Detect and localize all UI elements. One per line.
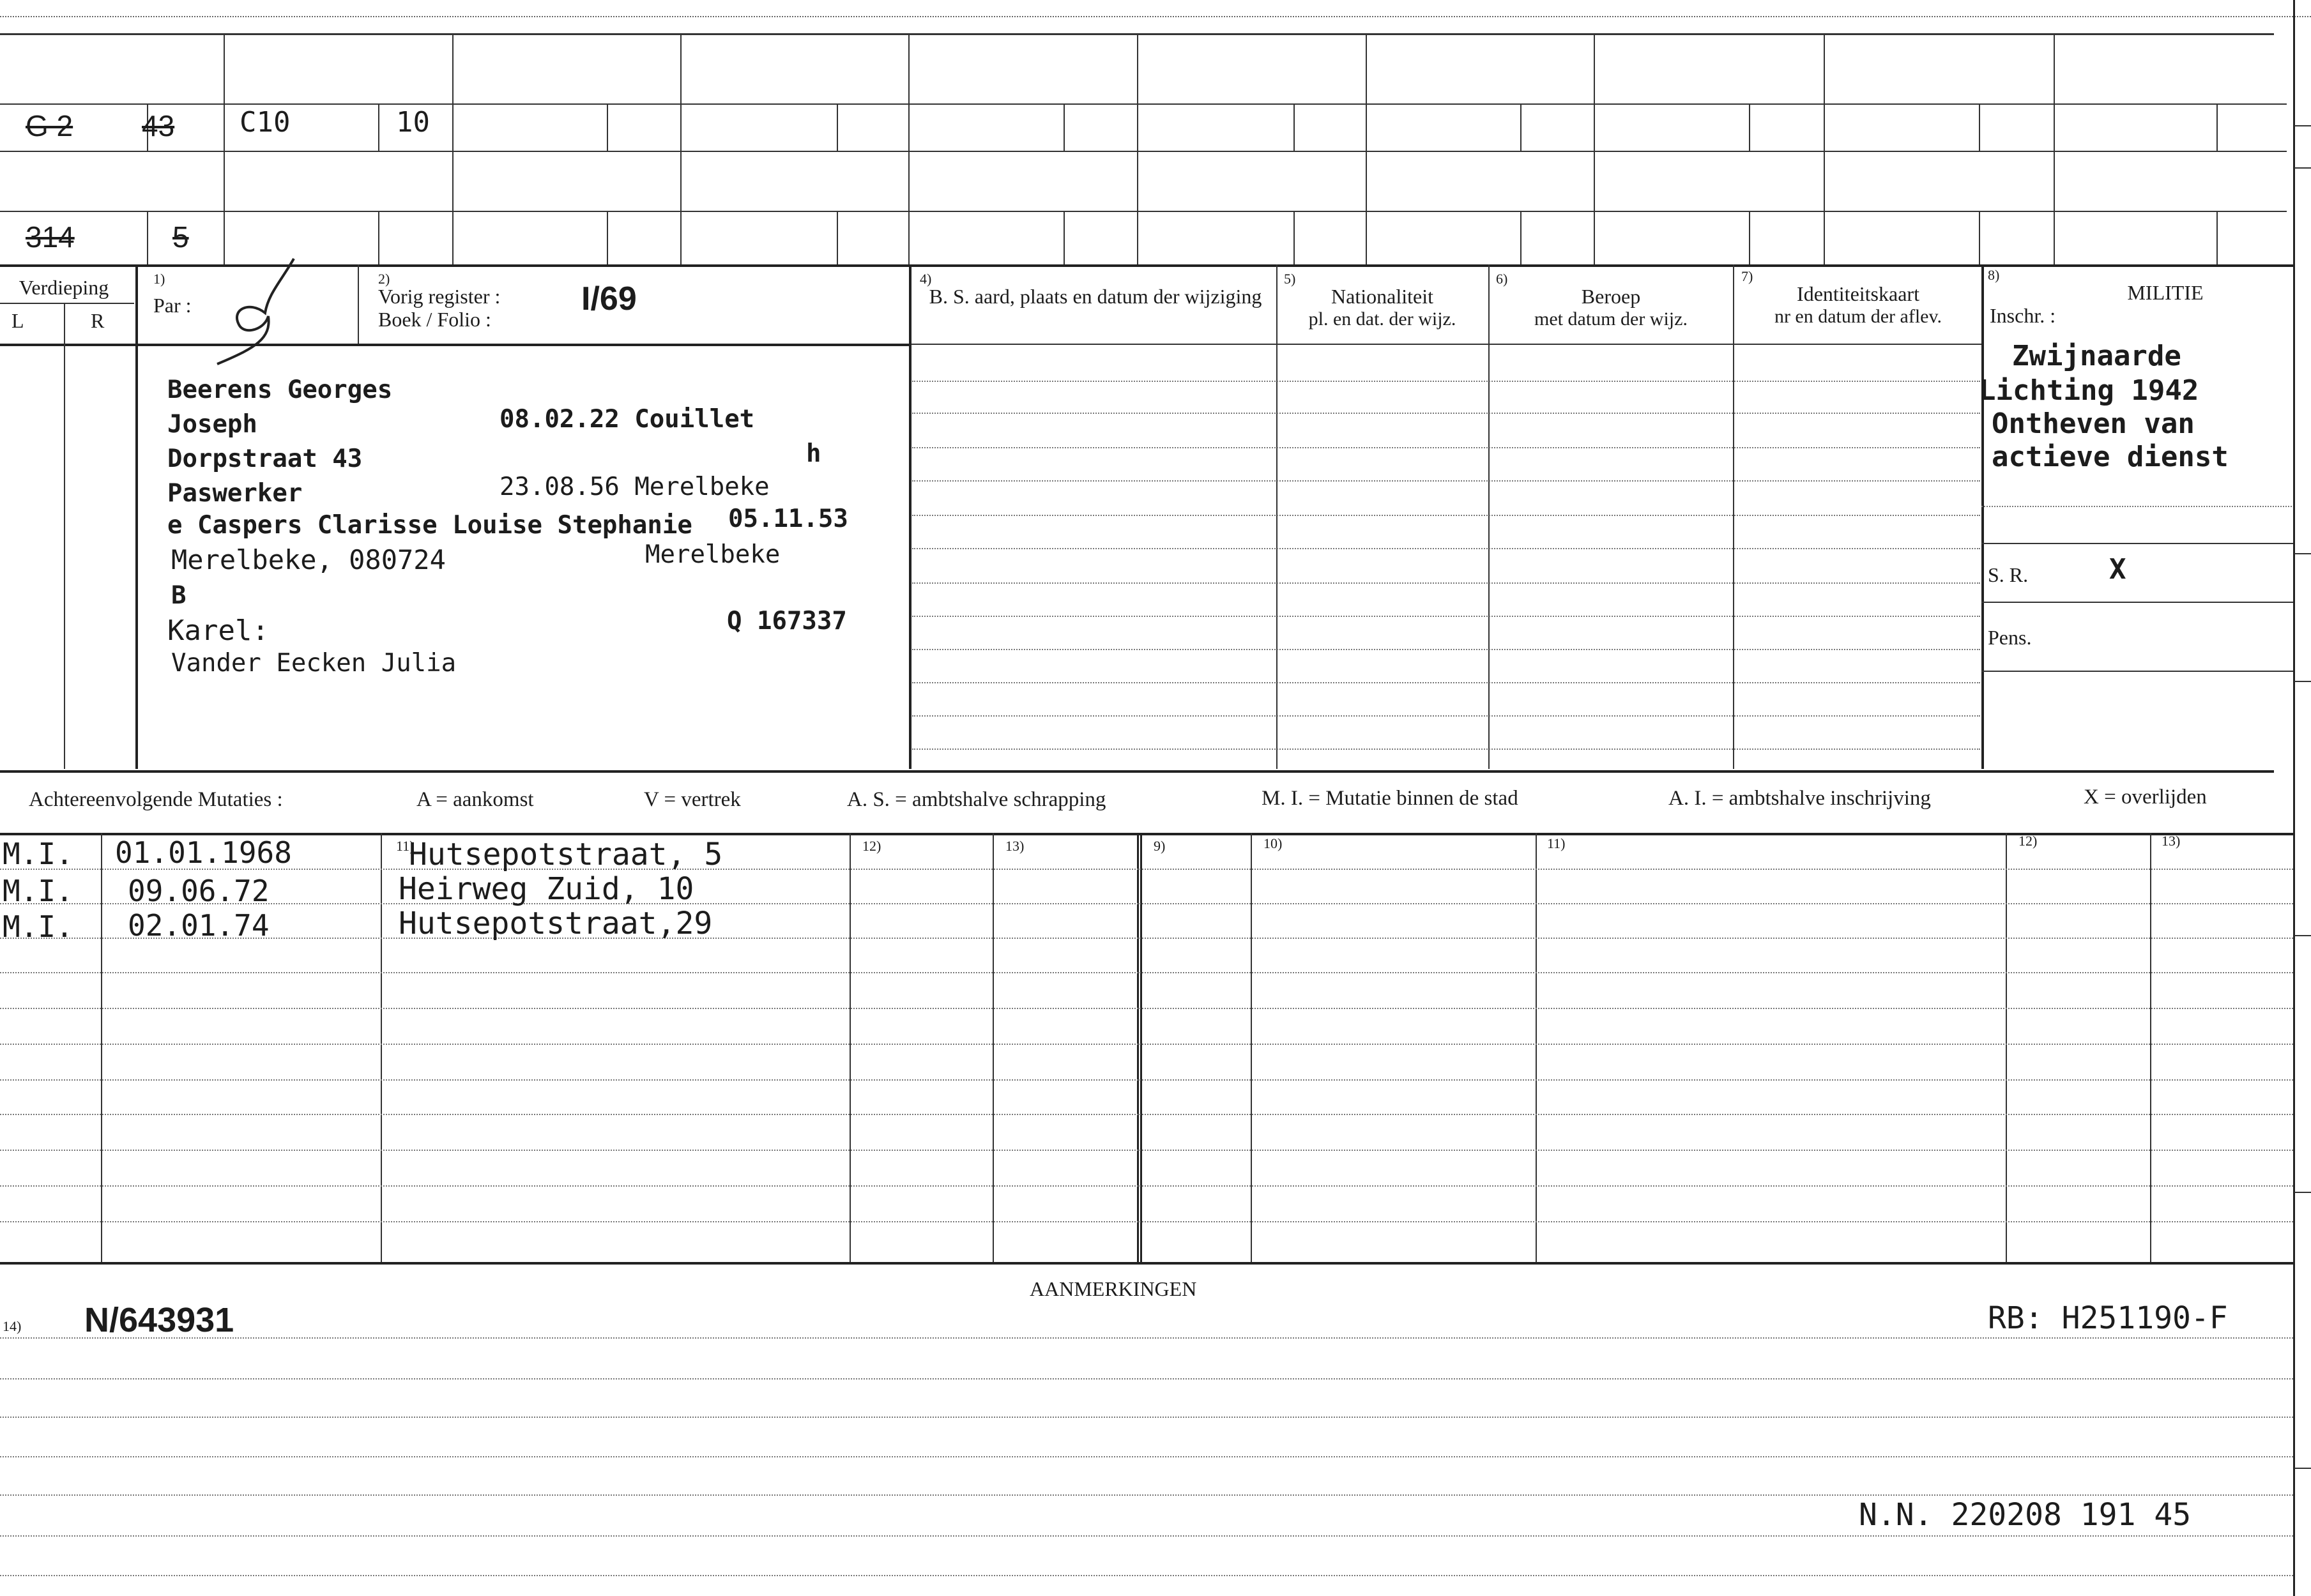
dotted-rule xyxy=(912,381,1980,382)
remarks-rule xyxy=(0,1575,2293,1576)
legend-v: V = vertrek xyxy=(644,788,741,811)
grid-sub-line xyxy=(1979,103,1980,151)
old-code-2b: 5 xyxy=(172,220,189,254)
grid-sub-line xyxy=(607,103,608,151)
person-name: Beerens Georges xyxy=(167,376,393,404)
mutation-date: 09.06.72 xyxy=(128,874,270,908)
mutation-type: M.I. xyxy=(3,909,73,944)
inschr-label: Inschr. : xyxy=(1990,304,2056,327)
old-code-1b: 43 xyxy=(142,109,175,142)
dotted-rule xyxy=(912,616,1980,617)
remarks-number: 14) xyxy=(3,1318,22,1334)
dotted-rule xyxy=(912,447,1980,448)
grid-sub-line xyxy=(1520,211,1522,264)
nn-number: N.N. 220208 191 45 xyxy=(1859,1497,2192,1533)
mut-col xyxy=(101,833,102,1262)
grid-sub-line xyxy=(1064,211,1065,264)
dotted-rule xyxy=(912,515,1980,516)
mut-col-12b: 12) xyxy=(2018,833,2038,849)
person-firstname: Joseph xyxy=(167,410,257,439)
mut-rule xyxy=(0,1150,2293,1151)
col1-number: 1) xyxy=(153,271,165,287)
remarks-rule xyxy=(0,1535,2293,1537)
dotted-rule xyxy=(912,548,1980,549)
mut-rule xyxy=(0,1008,2293,1009)
col5-title-b: pl. en dat. der wijz. xyxy=(1308,308,1456,330)
grid-sub-line xyxy=(1064,103,1065,151)
col4-number: 4) xyxy=(920,271,932,287)
remarks-rule xyxy=(0,1417,2293,1418)
grid-row-line xyxy=(0,103,2287,105)
col-divider xyxy=(1276,264,1278,769)
spouse-place-2: Merelbeke xyxy=(645,540,781,569)
legend-title: Achtereenvolgende Mutaties : xyxy=(29,788,283,811)
grid-col-line xyxy=(1824,34,1825,264)
remarks-rule xyxy=(0,1456,2293,1457)
pens-label: Pens. xyxy=(1988,626,2032,649)
dotted-rule xyxy=(912,649,1980,650)
code-10: 10 xyxy=(396,106,430,139)
mut-rule xyxy=(0,1079,2293,1081)
edge-tick xyxy=(2294,1468,2311,1469)
grid-col-line xyxy=(2054,34,2055,264)
mut-col-9: 9) xyxy=(1154,838,1166,854)
mut-rule xyxy=(0,1221,2293,1222)
grid-sub-line xyxy=(1749,211,1750,264)
grid-col-line xyxy=(1594,34,1595,264)
grid-col-line xyxy=(452,34,454,264)
grid-sub-line xyxy=(1520,103,1522,151)
dotted-rule xyxy=(912,749,1980,750)
person-father: Karel: xyxy=(167,614,269,647)
grid-sub-line xyxy=(1749,103,1750,151)
floor-divider xyxy=(64,303,65,769)
old-code-1: G 2 xyxy=(26,109,73,142)
mut-col-11b: 11) xyxy=(1547,835,1566,851)
mut-rule xyxy=(0,972,2293,973)
dotted-rule xyxy=(912,582,1980,584)
col2-number: 2) xyxy=(378,271,390,287)
grid-sub-line xyxy=(1293,103,1295,151)
grid-sub-line xyxy=(837,103,838,151)
floor-right: R xyxy=(91,309,105,332)
code-c10: C10 xyxy=(240,106,291,139)
right-edge xyxy=(2293,0,2295,1596)
grid-col-line xyxy=(908,34,910,264)
mut-rule xyxy=(0,1044,2293,1045)
mutation-date: 01.01.1968 xyxy=(115,835,292,870)
mut-col xyxy=(2006,833,2007,1262)
militia-rule xyxy=(1981,506,2294,507)
col-divider xyxy=(1981,264,1984,769)
col-divider xyxy=(358,264,359,344)
mut-col xyxy=(2150,833,2151,1262)
person-spouse: e Caspers Clarisse Louise Stephanie xyxy=(167,511,692,540)
edge-tick xyxy=(2294,125,2311,126)
mut-col-12: 12) xyxy=(862,838,881,854)
col7-number: 7) xyxy=(1741,268,1753,284)
remarks-rule xyxy=(0,1494,2293,1496)
militia-rule xyxy=(1981,543,2294,544)
legend-top xyxy=(0,770,2274,773)
book-folio-label: Boek / Folio : xyxy=(378,308,491,331)
mutation-date: 02.01.74 xyxy=(128,908,270,943)
grid-col-line xyxy=(1137,34,1138,264)
col6-number: 6) xyxy=(1496,271,1508,287)
remarks-rule xyxy=(0,1337,2293,1339)
legend-as: A. S. = ambtshalve schrapping xyxy=(847,788,1106,811)
mutation-address: Hutsepotstraat,29 xyxy=(399,906,713,941)
person-line-b: B xyxy=(171,581,187,610)
col5-number: 5) xyxy=(1284,271,1296,287)
remarks-title: AANMERKINGEN xyxy=(1030,1277,1197,1300)
mut-col-11: 11) xyxy=(396,838,415,854)
prev-register-value: I/69 xyxy=(581,280,637,317)
dotted-rule xyxy=(912,715,1980,717)
grid-row-line xyxy=(0,211,2287,212)
header-divider xyxy=(0,303,134,304)
mutation-type: M.I. xyxy=(3,837,73,871)
person-id-number: Q 167337 xyxy=(727,607,847,635)
grid-sub-line xyxy=(607,211,608,264)
militia-rule xyxy=(1981,602,2294,603)
edge-tick xyxy=(2294,935,2311,936)
spouse-birthplace: Merelbeke, 080724 xyxy=(171,544,446,575)
edge-tick xyxy=(2294,167,2311,169)
mut-col xyxy=(850,833,851,1262)
col-divider xyxy=(1733,264,1734,769)
col-divider xyxy=(1488,264,1490,769)
col5-title-a: Nationaliteit xyxy=(1331,285,1433,308)
person-sex: h xyxy=(806,439,821,468)
edge-tick xyxy=(2294,681,2311,682)
militia-place: Zwijnaarde xyxy=(2012,340,2181,372)
grid-col-line xyxy=(1366,34,1367,264)
mutations-bottom xyxy=(0,1262,2293,1265)
col7-title-b: nr en datum der aflev. xyxy=(1774,306,1942,327)
col6-title-b: met datum der wijz. xyxy=(1534,308,1688,330)
person-profession: Paswerker xyxy=(167,479,303,508)
mut-col-double xyxy=(1137,833,1142,1262)
dotted-rule xyxy=(912,682,1980,683)
person-birth: 08.02.22 Couillet xyxy=(500,405,755,434)
mut-col xyxy=(993,833,994,1262)
handwritten-mark xyxy=(204,255,307,373)
dotted-rule xyxy=(912,480,1980,482)
col7-title-a: Identiteitskaart xyxy=(1797,282,1919,305)
grid-sub-line xyxy=(147,211,148,264)
legend-a: A = aankomst xyxy=(416,788,534,811)
militia-exempt: Ontheven van xyxy=(1992,407,2195,440)
militia-exempt-2: actieve dienst xyxy=(1992,441,2229,473)
mut-col-13: 13) xyxy=(1005,838,1025,854)
person-address: Dorpstraat 43 xyxy=(167,445,363,473)
grid-sub-line xyxy=(378,211,379,264)
mutation-address: Heirweg Zuid, 10 xyxy=(399,871,694,907)
mut-rule xyxy=(0,1185,2293,1187)
grid-sub-line xyxy=(1293,211,1295,264)
old-code-2: 314 xyxy=(26,220,75,254)
grid-sub-line xyxy=(2216,103,2218,151)
sr-value: X xyxy=(2109,553,2126,586)
militia-rule xyxy=(1981,671,2294,672)
floor-label: Verdieping xyxy=(19,276,109,299)
mut-col xyxy=(1251,833,1252,1262)
militia-class: Lichting 1942 xyxy=(1979,374,2199,407)
rb-number: RB: H251190-F xyxy=(1988,1300,2228,1336)
mutations-top xyxy=(0,833,2293,835)
mut-col xyxy=(381,833,382,1262)
grid-row-line xyxy=(0,151,2287,152)
mut-col xyxy=(1536,833,1537,1262)
header-bottom-right xyxy=(909,344,1982,345)
grid-col-line xyxy=(224,34,225,264)
person-spouse-date: 05.11.53 xyxy=(728,505,848,533)
grid-sub-line xyxy=(378,103,379,151)
col6-title-a: Beroep xyxy=(1581,285,1641,308)
remarks-value: N/643931 xyxy=(84,1301,234,1339)
sr-label: S. R. xyxy=(1988,563,2029,586)
col-divider xyxy=(909,264,911,769)
edge-tick xyxy=(2294,553,2311,554)
col-divider xyxy=(135,264,138,769)
top-scan-edge xyxy=(0,16,2311,17)
grid-row-line xyxy=(0,264,2293,267)
grid-col-line xyxy=(680,34,682,264)
prev-register-label: Vorig register : xyxy=(378,285,501,308)
grid-sub-line xyxy=(837,211,838,264)
legend-mi: M. I. = Mutatie binnen de stad xyxy=(1262,787,1518,810)
remarks-rule xyxy=(0,1378,2293,1379)
militia-title: MILITIE xyxy=(2127,281,2204,304)
grid-sub-line xyxy=(1979,211,1980,264)
dotted-rule xyxy=(912,413,1980,414)
mut-col-13b: 13) xyxy=(2162,833,2181,849)
mutation-type: M.I. xyxy=(3,874,73,908)
col8-number: 8) xyxy=(1988,267,2000,283)
grid-sub-line xyxy=(2216,211,2218,264)
mut-rule xyxy=(0,869,2293,870)
mut-col-10: 10) xyxy=(1263,835,1283,851)
floor-left: L xyxy=(11,309,24,332)
col4-title: B. S. aard, plaats en datum der wijziging xyxy=(929,285,1262,308)
par-label: Par : xyxy=(153,294,192,317)
person-marriage: 23.08.56 Merelbeke xyxy=(500,473,770,501)
person-mother: Vander Eecken Julia xyxy=(171,649,457,678)
legend-ai: A. I. = ambtshalve inschrijving xyxy=(1668,787,1931,810)
mut-rule xyxy=(0,903,2293,904)
mutation-address: Hutsepotstraat, 5 xyxy=(409,837,723,872)
edge-tick xyxy=(2294,1192,2311,1193)
mut-rule xyxy=(0,1114,2293,1115)
mut-rule xyxy=(0,938,2293,939)
legend-x: X = overlijden xyxy=(2084,786,2207,809)
